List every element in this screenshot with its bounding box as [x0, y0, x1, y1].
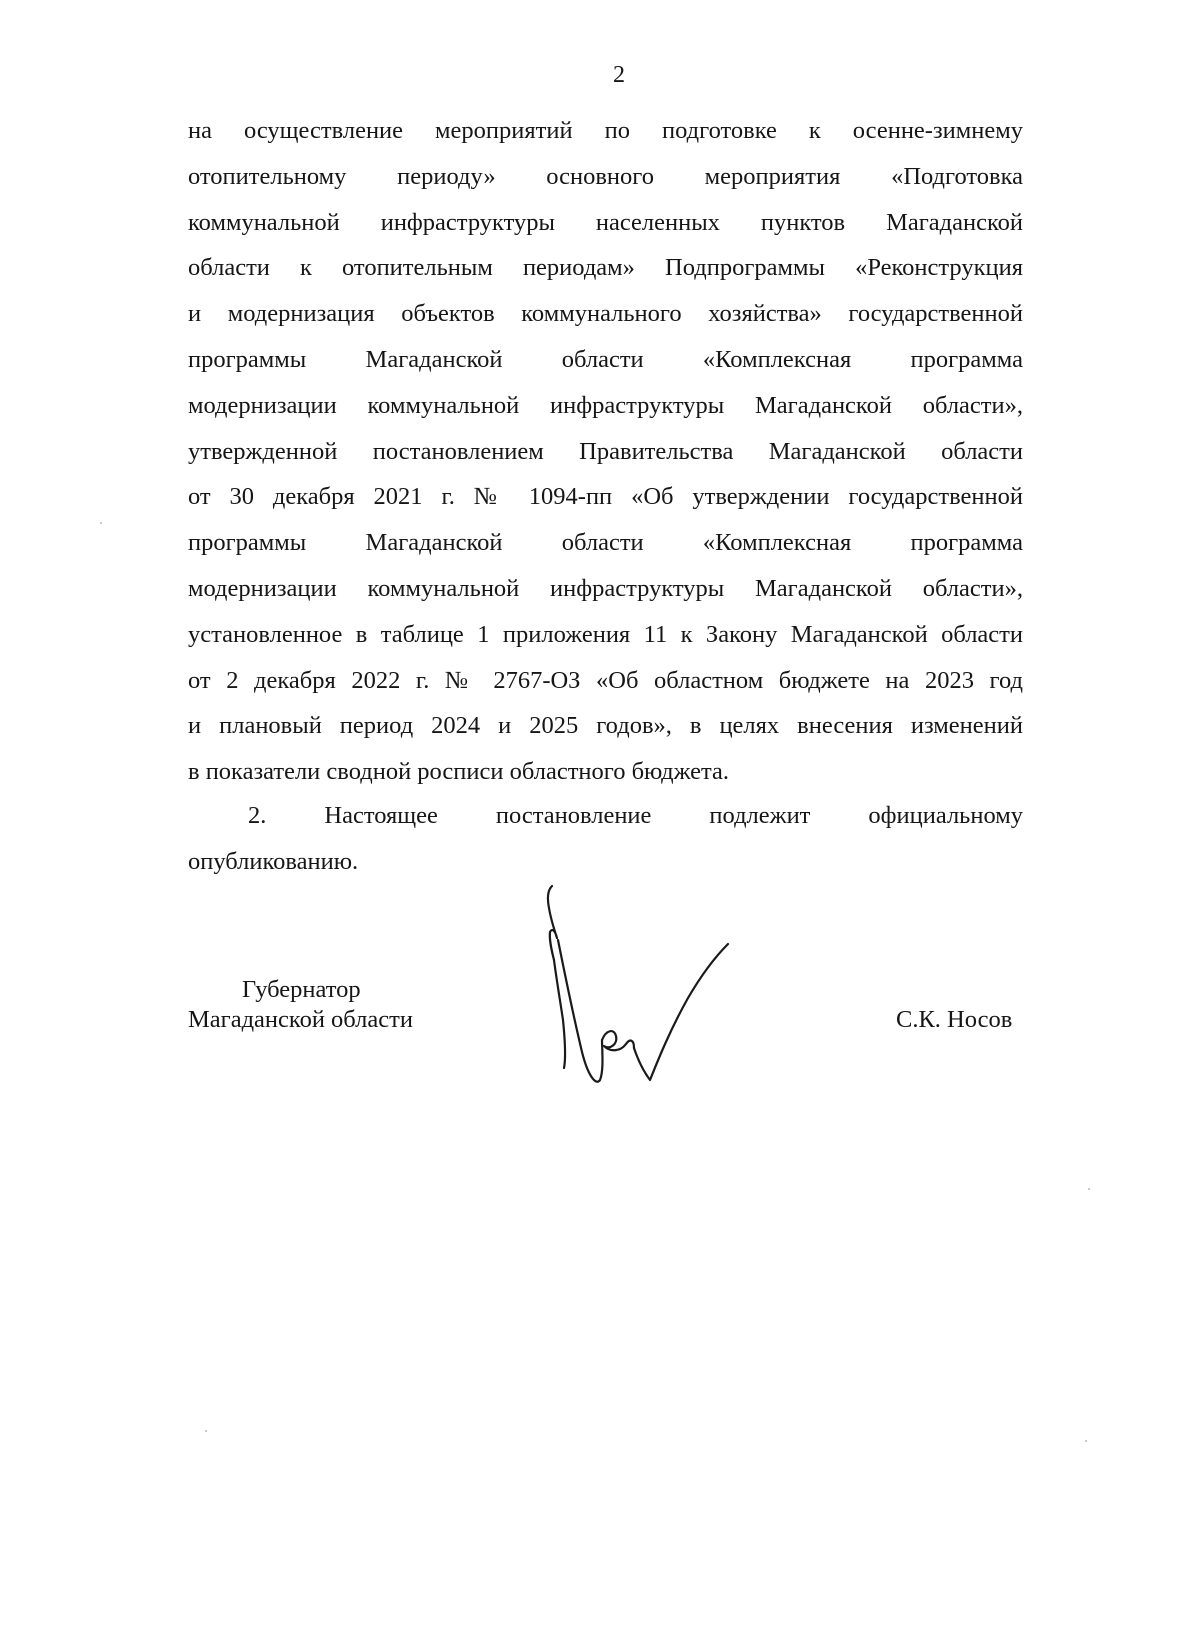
paragraph-1-line: отопительному периоду» основного мероприятия «Подготовка [188, 162, 1023, 190]
paragraph-1-line: утвержденной постановлением Правительства Магаданской области [188, 437, 1023, 465]
paragraph-2-line: 2. Настоящее постановление подлежит официальному [248, 802, 1023, 829]
paragraph-1 [188, 108, 1023, 795]
paragraph-1-line: модернизации коммунальной инфраструктуры Магаданской области», [188, 574, 1023, 602]
scan-speck [100, 522, 102, 524]
scan-speck [1088, 1188, 1090, 1190]
paragraph-1-line: в показатели сводной росписи областного бюджета. [188, 758, 730, 786]
paragraph-1-line: установленное в таблице 1 приложения 11 к Закону Магаданской области [188, 620, 1023, 648]
paragraph-1-line: модернизации коммунальной инфраструктуры Магаданской области», [188, 391, 1023, 419]
paragraph-1-line: коммунальной инфраструктуры населенных пунктов Магаданской [188, 208, 1023, 236]
paragraph-1-line: и модернизация объектов коммунального хозяйства» государственной [188, 300, 1023, 328]
signatory-title [188, 975, 413, 1035]
handwritten-signature [530, 880, 750, 1100]
paragraph-1-line: программы Магаданской области «Комплексная программа [188, 345, 1023, 373]
signatory-name: С.К. Носов [896, 1006, 1013, 1033]
paragraph-2 [188, 793, 1023, 885]
scan-speck [1085, 1440, 1087, 1442]
page-number: 2 [613, 62, 625, 88]
paragraph-1-line: и плановый период 2024 и 2025 годов», в целях внесения изменений [188, 712, 1023, 740]
paragraph-1-line: программы Магаданской области «Комплексная программа [188, 529, 1023, 557]
paragraph-1-line: на осуществление мероприятий по подготовке к осенне-зимнему [188, 117, 1023, 144]
scan-speck [205, 1430, 207, 1432]
paragraph-1-line: области к отопительным периодам» Подпрограммы «Реконструкция [188, 254, 1023, 282]
paragraph-2-line: опубликованию. [188, 847, 359, 875]
paragraph-1-line: от 2 декабря 2022 г. № 2767-ОЗ «Об областном бюджете на 2023 год [188, 666, 1023, 694]
paragraph-1-line: от 30 декабря 2021 г. № 1094-пп «Об утверждении государственной [188, 483, 1023, 511]
signatory-title-line-1: Губернатор [242, 976, 361, 1003]
signatory-title-line-2: Магаданской области [188, 1006, 413, 1033]
